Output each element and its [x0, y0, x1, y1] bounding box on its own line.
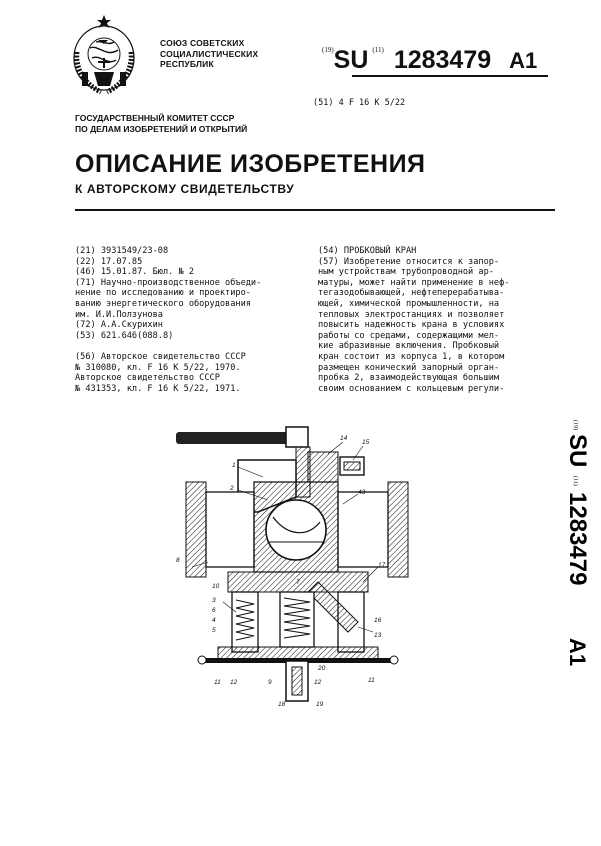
callout: 1 [232, 462, 236, 469]
committee-name [75, 113, 247, 135]
biblio-line [75, 341, 300, 352]
publication-number [322, 46, 537, 75]
biblio-line: ванию энергетического оборудования [75, 298, 251, 309]
abstract-line: (57) Изобретение относится к запор- [318, 256, 500, 267]
side-country: SU [564, 434, 591, 468]
top-nut [308, 452, 338, 482]
patent-number: 1283479 [393, 46, 492, 74]
biblio-line: (46) 15.01.87. Бюл. № 2 [75, 267, 194, 278]
biblio-line: (22) 17.07.85 [75, 256, 143, 267]
callout: 3 [212, 597, 216, 604]
callout: 16 [374, 617, 382, 624]
abstract-line: тепловых электростанциях и позволяет [318, 309, 505, 320]
biblio-line: № 310080, кл. F 16 K 5/22, 1970. [75, 362, 241, 373]
callout: 2 [230, 485, 234, 492]
abstract-line: кран состоит из корпуса 1, в котором [318, 351, 505, 362]
ipc-class: (51) 4 F 16 K 5/22 [313, 98, 406, 108]
biblio-line: (71) Научно-производственное объеди- [75, 277, 262, 288]
number-underline [352, 75, 548, 77]
callout: 11 [214, 679, 221, 686]
plug [266, 500, 326, 560]
callout: 5 [212, 627, 216, 634]
callout: 18 [278, 701, 286, 708]
callout: 14 [340, 435, 348, 442]
abstract-line: своим основанием с кольцевым регули- [318, 383, 505, 394]
abstract-line: тегазодобывающей, нефтеперерабатыва- [318, 288, 505, 299]
callout: 17 [378, 562, 386, 569]
ussr-emblem-icon [68, 12, 140, 98]
callout: 10 [212, 583, 220, 590]
callout: 11 [368, 677, 375, 684]
abstract-line: кие абразивные включения. Пробковый [318, 341, 500, 352]
org-name [160, 38, 258, 70]
biblio-line: № 431353, кл. F 16 K 5/22, 1971. [75, 383, 241, 394]
right-port [338, 492, 388, 567]
number-inid: (11) [372, 46, 384, 54]
right-flange [388, 482, 408, 577]
document-subtitle: К АВТОРСКОМУ СВИДЕТЕЛЬСТВУ [75, 182, 295, 196]
abstract-line: пробка 2, взаимодействующая большим [318, 373, 500, 384]
country-code: SU [333, 46, 369, 74]
abstract-line: ющей, химической промышленности, на [318, 298, 500, 309]
valve-drawing [168, 422, 430, 712]
abstract-line: ным устройствам трубопроводной ар- [318, 267, 494, 278]
callout: 13 [374, 632, 382, 639]
callout: 9 [268, 679, 272, 686]
biblio-line: Авторское свидетельство СССР [75, 373, 220, 384]
biblio-line: нение по исследованию и проектиро- [75, 288, 251, 299]
side-publication-number [548, 420, 591, 690]
left-port [206, 492, 254, 567]
org-line: СОЮЗ СОВЕТСКИХ [160, 38, 245, 48]
biblio-line: (56) Авторское свидетельство СССР [75, 351, 246, 362]
side-country-inid: (19) [572, 420, 578, 430]
callout: 12 [314, 679, 322, 686]
callout: 12 [230, 679, 238, 686]
callout: 15 [362, 439, 370, 446]
side-number-inid: (11) [572, 476, 578, 486]
abstract-line: матуры, может найти применение в неф- [318, 277, 510, 288]
abstract [318, 246, 553, 394]
biblio-line: (53) 621.646(088.8) [75, 330, 174, 341]
callout: 8 [176, 557, 180, 564]
org-line: РЕСПУБЛИК [160, 59, 214, 69]
document-title: ОПИСАНИЕ ИЗОБРЕТЕНИЯ [75, 150, 426, 178]
callout: 19 [316, 701, 324, 708]
callout: 20 [318, 665, 326, 672]
side-number: 1283479 [564, 492, 591, 586]
kind-code: A1 [509, 48, 538, 73]
handle-hub [286, 427, 308, 447]
adjuster-screw [344, 462, 360, 470]
biblio-line: им. И.И.Ползунова [75, 309, 163, 320]
left-flange [186, 482, 206, 577]
callout: 6 [212, 607, 216, 614]
abstract-line: работы со средами, содержащими мел- [318, 330, 500, 341]
side-kind: A1 [565, 638, 590, 667]
handle [176, 432, 292, 444]
bibliographic-data [75, 246, 300, 394]
abstract-line: (54) ПРОБКОВЫЙ КРАН [318, 246, 417, 256]
biblio-line: (21) 3931549/23-08 [75, 246, 169, 256]
committee-line: ГОСУДАРСТВЕННЫЙ КОМИТЕТ СССР [75, 113, 235, 123]
country-inid: (19) [322, 46, 334, 54]
callout: 7 [296, 579, 300, 586]
org-line: СОЦИАЛИСТИЧЕСКИХ [160, 48, 259, 59]
callout: 43 [358, 489, 366, 496]
header-rule [75, 209, 555, 211]
biblio-line: (72) А.А.Скурихин [75, 320, 163, 331]
abstract-line: размещен конический запорный орган- [318, 362, 500, 373]
callout: 4 [212, 617, 216, 624]
abstract-line: повысить надежность крана в условиях [318, 320, 505, 331]
committee-line: ПО ДЕЛАМ ИЗОБРЕТЕНИЙ И ОТКРЫТИЙ [75, 124, 248, 134]
